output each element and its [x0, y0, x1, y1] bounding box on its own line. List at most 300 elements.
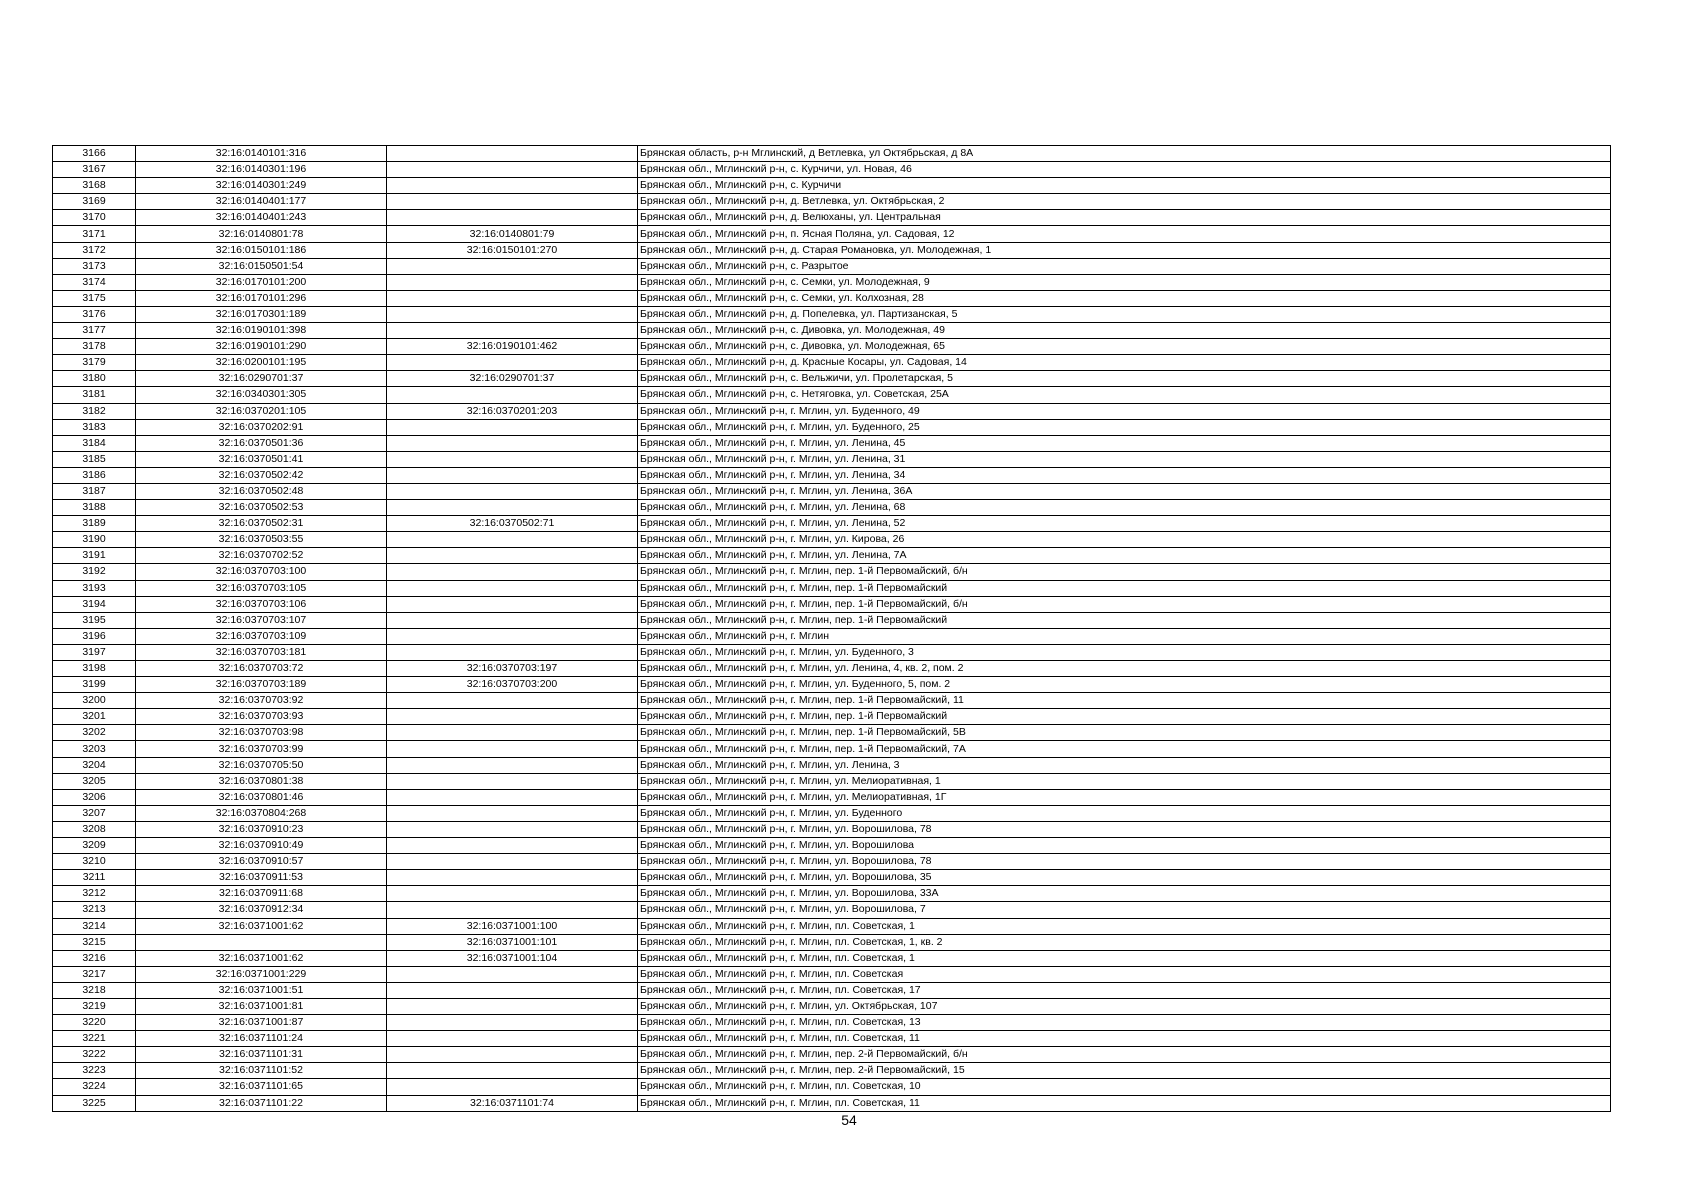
cadastral-number-cell: 32:16:0370703:109	[136, 628, 387, 644]
related-cadastral-number-cell	[387, 854, 638, 870]
row-number-cell: 3212	[53, 886, 136, 902]
cadastral-number-cell: 32:16:0140301:196	[136, 162, 387, 178]
row-number-cell: 3180	[53, 371, 136, 387]
address-cell: Брянская обл., Мглинский р-н, г. Мглин, ул. Буденного, 25	[638, 419, 1611, 435]
related-cadastral-number-cell: 32:16:0370502:71	[387, 516, 638, 532]
table-row	[53, 854, 1611, 870]
row-number-cell: 3216	[53, 950, 136, 966]
table-row	[53, 1031, 1611, 1047]
address-cell: Брянская обл., Мглинский р-н, г. Мглин, пер. 2-й Первомайский, 15	[638, 1063, 1611, 1079]
related-cadastral-number-cell	[387, 998, 638, 1014]
table-row	[53, 178, 1611, 194]
table-row	[53, 564, 1611, 580]
cadastral-number-cell: 32:16:0370502:42	[136, 467, 387, 483]
cadastral-number-cell: 32:16:0140401:177	[136, 194, 387, 210]
row-number-cell: 3202	[53, 725, 136, 741]
address-cell: Брянская обл., Мглинский р-н, г. Мглин, ул. Ленина, 7А	[638, 548, 1611, 564]
row-number-cell: 3224	[53, 1079, 136, 1095]
row-number-cell: 3197	[53, 644, 136, 660]
table-row	[53, 1047, 1611, 1063]
cadastral-number-cell: 32:16:0370703:98	[136, 725, 387, 741]
related-cadastral-number-cell	[387, 419, 638, 435]
related-cadastral-number-cell	[387, 355, 638, 371]
table-row	[53, 741, 1611, 757]
table-row	[53, 323, 1611, 339]
address-cell: Брянская обл., Мглинский р-н, д. Старая Романовка, ул. Молодежная, 1	[638, 242, 1611, 258]
cadastral-number-cell: 32:16:0371101:52	[136, 1063, 387, 1079]
table-row	[53, 870, 1611, 886]
row-number-cell: 3190	[53, 532, 136, 548]
cadastral-number-cell: 32:16:0371001:62	[136, 918, 387, 934]
row-number-cell: 3179	[53, 355, 136, 371]
address-cell: Брянская обл., Мглинский р-н, г. Мглин, ул. Ленина, 4, кв. 2, пом. 2	[638, 661, 1611, 677]
address-cell: Брянская обл., Мглинский р-н, г. Мглин, ул. Ленина, 52	[638, 516, 1611, 532]
related-cadastral-number-cell	[387, 693, 638, 709]
address-cell: Брянская обл., Мглинский р-н, г. Мглин, ул. Ленина, 36А	[638, 483, 1611, 499]
address-cell: Брянская обл., Мглинский р-н, г. Мглин, пер. 1-й Первомайский, 11	[638, 693, 1611, 709]
related-cadastral-number-cell	[387, 483, 638, 499]
cadastral-number-cell: 32:16:0140801:78	[136, 226, 387, 242]
registry-table	[52, 145, 1611, 1112]
cadastral-number-cell: 32:16:0370910:49	[136, 838, 387, 854]
related-cadastral-number-cell	[387, 435, 638, 451]
table-row	[53, 709, 1611, 725]
address-cell: Брянская обл., Мглинский р-н, г. Мглин, ул. Ленина, 68	[638, 500, 1611, 516]
table-row	[53, 950, 1611, 966]
related-cadastral-number-cell: 32:16:0370703:200	[387, 677, 638, 693]
row-number-cell: 3169	[53, 194, 136, 210]
table-row	[53, 467, 1611, 483]
table-row	[53, 451, 1611, 467]
address-cell: Брянская обл., Мглинский р-н, г. Мглин, ул. Буденного, 3	[638, 644, 1611, 660]
table-row	[53, 516, 1611, 532]
related-cadastral-number-cell	[387, 725, 638, 741]
address-cell: Брянская обл., Мглинский р-н, г. Мглин, ул. Ленина, 45	[638, 435, 1611, 451]
table-row	[53, 677, 1611, 693]
address-cell: Брянская обл., Мглинский р-н, г. Мглин, пер. 1-й Первомайский, б/н	[638, 564, 1611, 580]
address-cell: Брянская обл., Мглинский р-н, г. Мглин, пл. Советская, 1	[638, 950, 1611, 966]
address-cell: Брянская обл., Мглинский р-н, г. Мглин, пл. Советская, 11	[638, 1095, 1611, 1111]
address-cell: Брянская обл., Мглинский р-н, г. Мглин, пер. 1-й Первомайский	[638, 709, 1611, 725]
row-number-cell: 3172	[53, 242, 136, 258]
row-number-cell: 3223	[53, 1063, 136, 1079]
related-cadastral-number-cell	[387, 902, 638, 918]
address-cell: Брянская обл., Мглинский р-н, г. Мглин, ул. Ворошилова, 78	[638, 821, 1611, 837]
related-cadastral-number-cell	[387, 1063, 638, 1079]
table-row	[53, 1079, 1611, 1095]
address-cell: Брянская обл., Мглинский р-н, г. Мглин, ул. Ворошилова, 33А	[638, 886, 1611, 902]
related-cadastral-number-cell	[387, 628, 638, 644]
cadastral-number-cell: 32:16:0370703:93	[136, 709, 387, 725]
table-row	[53, 886, 1611, 902]
row-number-cell: 3167	[53, 162, 136, 178]
table-row	[53, 966, 1611, 982]
cadastral-number-cell: 32:16:0370801:38	[136, 773, 387, 789]
cadastral-number-cell: 32:16:0370703:100	[136, 564, 387, 580]
table-row	[53, 1063, 1611, 1079]
cadastral-number-cell: 32:16:0371001:87	[136, 1015, 387, 1031]
cadastral-number-cell: 32:16:0370703:72	[136, 661, 387, 677]
related-cadastral-number-cell	[387, 323, 638, 339]
row-number-cell: 3208	[53, 821, 136, 837]
related-cadastral-number-cell: 32:16:0150101:270	[387, 242, 638, 258]
address-cell: Брянская обл., Мглинский р-н, с. Вельжичи, ул. Пролетарская, 5	[638, 371, 1611, 387]
address-cell: Брянская обл., Мглинский р-н, г. Мглин, ул. Буденного, 5, пом. 2	[638, 677, 1611, 693]
cadastral-number-cell: 32:16:0190101:398	[136, 323, 387, 339]
cadastral-number-cell: 32:16:0140301:249	[136, 178, 387, 194]
address-cell: Брянская обл., Мглинский р-н, с. Семки, ул. Колхозная, 28	[638, 290, 1611, 306]
row-number-cell: 3194	[53, 596, 136, 612]
row-number-cell: 3205	[53, 773, 136, 789]
cadastral-number-cell: 32:16:0170101:200	[136, 274, 387, 290]
address-cell: Брянская область, р-н Мглинский, д Ветлевка, ул Октябрьская, д 8А	[638, 146, 1611, 162]
table-row	[53, 757, 1611, 773]
address-cell: Брянская обл., Мглинский р-н, г. Мглин	[638, 628, 1611, 644]
row-number-cell: 3206	[53, 789, 136, 805]
address-cell: Брянская обл., Мглинский р-н, с. Курчичи	[638, 178, 1611, 194]
row-number-cell: 3211	[53, 870, 136, 886]
related-cadastral-number-cell	[387, 741, 638, 757]
table-row	[53, 838, 1611, 854]
related-cadastral-number-cell	[387, 612, 638, 628]
table-row	[53, 194, 1611, 210]
related-cadastral-number-cell	[387, 451, 638, 467]
row-number-cell: 3196	[53, 628, 136, 644]
address-cell: Брянская обл., Мглинский р-н, г. Мглин, ул. Ленина, 34	[638, 467, 1611, 483]
row-number-cell: 3225	[53, 1095, 136, 1111]
table-row	[53, 339, 1611, 355]
address-cell: Брянская обл., Мглинский р-н, г. Мглин, ул. Ворошилова	[638, 838, 1611, 854]
related-cadastral-number-cell	[387, 870, 638, 886]
row-number-cell: 3218	[53, 982, 136, 998]
row-number-cell: 3175	[53, 290, 136, 306]
row-number-cell: 3195	[53, 612, 136, 628]
related-cadastral-number-cell: 32:16:0371101:74	[387, 1095, 638, 1111]
address-cell: Брянская обл., Мглинский р-н, с. Дивовка, ул. Молодежная, 49	[638, 323, 1611, 339]
table-row	[53, 628, 1611, 644]
cadastral-number-cell: 32:16:0370703:99	[136, 741, 387, 757]
related-cadastral-number-cell	[387, 1031, 638, 1047]
row-number-cell: 3185	[53, 451, 136, 467]
related-cadastral-number-cell: 32:16:0140801:79	[387, 226, 638, 242]
related-cadastral-number-cell	[387, 274, 638, 290]
table-row	[53, 419, 1611, 435]
address-cell: Брянская обл., Мглинский р-н, г. Мглин, ул. Ворошилова, 7	[638, 902, 1611, 918]
cadastral-number-cell: 32:16:0370501:41	[136, 451, 387, 467]
related-cadastral-number-cell	[387, 564, 638, 580]
table-row	[53, 210, 1611, 226]
cadastral-number-cell: 32:16:0370703:107	[136, 612, 387, 628]
cadastral-number-cell: 32:16:0370804:268	[136, 805, 387, 821]
table-row	[53, 1015, 1611, 1031]
related-cadastral-number-cell	[387, 306, 638, 322]
address-cell: Брянская обл., Мглинский р-н, г. Мглин, ул. Ленина, 31	[638, 451, 1611, 467]
related-cadastral-number-cell	[387, 548, 638, 564]
address-cell: Брянская обл., Мглинский р-н, г. Мглин, пер. 2-й Первомайский, б/н	[638, 1047, 1611, 1063]
address-cell: Брянская обл., Мглинский р-н, г. Мглин, ул. Мелиоративная, 1	[638, 773, 1611, 789]
table-row	[53, 982, 1611, 998]
row-number-cell: 3215	[53, 934, 136, 950]
row-number-cell: 3201	[53, 709, 136, 725]
related-cadastral-number-cell	[387, 580, 638, 596]
related-cadastral-number-cell	[387, 290, 638, 306]
address-cell: Брянская обл., Мглинский р-н, г. Мглин, ул. Октябрьская, 107	[638, 998, 1611, 1014]
related-cadastral-number-cell: 32:16:0370201:203	[387, 403, 638, 419]
related-cadastral-number-cell	[387, 596, 638, 612]
related-cadastral-number-cell	[387, 773, 638, 789]
address-cell: Брянская обл., Мглинский р-н, г. Мглин, пер. 1-й Первомайский, 5В	[638, 725, 1611, 741]
cadastral-number-cell: 32:16:0370911:68	[136, 886, 387, 902]
cadastral-number-cell: 32:16:0370502:31	[136, 516, 387, 532]
address-cell: Брянская обл., Мглинский р-н, с. Семки, ул. Молодежная, 9	[638, 274, 1611, 290]
related-cadastral-number-cell	[387, 805, 638, 821]
table-row	[53, 789, 1611, 805]
cadastral-number-cell: 32:16:0370702:52	[136, 548, 387, 564]
cadastral-number-cell: 32:16:0170301:189	[136, 306, 387, 322]
row-number-cell: 3174	[53, 274, 136, 290]
table-row	[53, 532, 1611, 548]
address-cell: Брянская обл., Мглинский р-н, с. Дивовка, ул. Молодежная, 65	[638, 339, 1611, 355]
cadastral-number-cell: 32:16:0371001:81	[136, 998, 387, 1014]
cadastral-number-cell: 32:16:0370912:34	[136, 902, 387, 918]
cadastral-number-cell: 32:16:0190101:290	[136, 339, 387, 355]
row-number-cell: 3173	[53, 258, 136, 274]
cadastral-number-cell: 32:16:0371101:65	[136, 1079, 387, 1095]
row-number-cell: 3186	[53, 467, 136, 483]
row-number-cell: 3168	[53, 178, 136, 194]
row-number-cell: 3192	[53, 564, 136, 580]
table-row	[53, 998, 1611, 1014]
row-number-cell: 3204	[53, 757, 136, 773]
related-cadastral-number-cell	[387, 982, 638, 998]
cadastral-number-cell: 32:16:0370703:189	[136, 677, 387, 693]
table-row	[53, 306, 1611, 322]
address-cell: Брянская обл., Мглинский р-н, г. Мглин, пл. Советская, 13	[638, 1015, 1611, 1031]
row-number-cell: 3220	[53, 1015, 136, 1031]
address-cell: Брянская обл., Мглинский р-н, д. Попелевка, ул. Партизанская, 5	[638, 306, 1611, 322]
cadastral-number-cell: 32:16:0140401:243	[136, 210, 387, 226]
address-cell: Брянская обл., Мглинский р-н, г. Мглин, пл. Советская, 17	[638, 982, 1611, 998]
cadastral-number-cell: 32:16:0370703:106	[136, 596, 387, 612]
row-number-cell: 3171	[53, 226, 136, 242]
cadastral-number-cell: 32:16:0370202:91	[136, 419, 387, 435]
cadastral-number-cell: 32:16:0370703:105	[136, 580, 387, 596]
table-row	[53, 403, 1611, 419]
cadastral-number-cell: 32:16:0371001:229	[136, 966, 387, 982]
address-cell: Брянская обл., Мглинский р-н, г. Мглин, ул. Ворошилова, 78	[638, 854, 1611, 870]
address-cell: Брянская обл., Мглинский р-н, д. Велюханы, ул. Центральная	[638, 210, 1611, 226]
row-number-cell: 3198	[53, 661, 136, 677]
row-number-cell: 3207	[53, 805, 136, 821]
related-cadastral-number-cell	[387, 532, 638, 548]
address-cell: Брянская обл., Мглинский р-н, г. Мглин, пер. 1-й Первомайский, 7А	[638, 741, 1611, 757]
related-cadastral-number-cell: 32:16:0190101:462	[387, 339, 638, 355]
address-cell: Брянская обл., Мглинский р-н, г. Мглин, пл. Советская, 10	[638, 1079, 1611, 1095]
related-cadastral-number-cell: 32:16:0370703:197	[387, 661, 638, 677]
cadastral-number-cell: 32:16:0370703:181	[136, 644, 387, 660]
cadastral-number-cell: 32:16:0370502:53	[136, 500, 387, 516]
row-number-cell: 3166	[53, 146, 136, 162]
table-row	[53, 805, 1611, 821]
address-cell: Брянская обл., Мглинский р-н, г. Мглин, пер. 1-й Первомайский, б/н	[638, 596, 1611, 612]
address-cell: Брянская обл., Мглинский р-н, г. Мглин, ул. Ленина, 3	[638, 757, 1611, 773]
related-cadastral-number-cell	[387, 500, 638, 516]
related-cadastral-number-cell	[387, 838, 638, 854]
row-number-cell: 3217	[53, 966, 136, 982]
cadastral-number-cell: 32:16:0370705:50	[136, 757, 387, 773]
cadastral-number-cell: 32:16:0150501:54	[136, 258, 387, 274]
related-cadastral-number-cell: 32:16:0371001:100	[387, 918, 638, 934]
row-number-cell: 3181	[53, 387, 136, 403]
table-row	[53, 693, 1611, 709]
table-row	[53, 918, 1611, 934]
row-number-cell: 3184	[53, 435, 136, 451]
related-cadastral-number-cell: 32:16:0371001:104	[387, 950, 638, 966]
cadastral-number-cell: 32:16:0370502:48	[136, 483, 387, 499]
table-row	[53, 483, 1611, 499]
address-cell: Брянская обл., Мглинский р-н, г. Мглин, пер. 1-й Первомайский	[638, 580, 1611, 596]
row-number-cell: 3176	[53, 306, 136, 322]
table-row	[53, 821, 1611, 837]
table-row	[53, 548, 1611, 564]
table-row	[53, 242, 1611, 258]
related-cadastral-number-cell	[387, 1047, 638, 1063]
row-number-cell: 3213	[53, 902, 136, 918]
related-cadastral-number-cell	[387, 1079, 638, 1095]
address-cell: Брянская обл., Мглинский р-н, с. Нетяговка, ул. Советская, 25А	[638, 387, 1611, 403]
registry-table-body	[53, 146, 1611, 1112]
row-number-cell: 3200	[53, 693, 136, 709]
address-cell: Брянская обл., Мглинский р-н, г. Мглин, пер. 1-й Первомайский	[638, 612, 1611, 628]
address-cell: Брянская обл., Мглинский р-н, г. Мглин, пл. Советская, 1	[638, 918, 1611, 934]
related-cadastral-number-cell	[387, 146, 638, 162]
cadastral-number-cell: 32:16:0370911:53	[136, 870, 387, 886]
cadastral-number-cell: 32:16:0370503:55	[136, 532, 387, 548]
related-cadastral-number-cell	[387, 210, 638, 226]
related-cadastral-number-cell	[387, 194, 638, 210]
table-row	[53, 146, 1611, 162]
cadastral-number-cell: 32:16:0370910:23	[136, 821, 387, 837]
row-number-cell: 3188	[53, 500, 136, 516]
table-row	[53, 274, 1611, 290]
table-row	[53, 1095, 1611, 1111]
related-cadastral-number-cell	[387, 387, 638, 403]
row-number-cell: 3203	[53, 741, 136, 757]
table-row	[53, 371, 1611, 387]
address-cell: Брянская обл., Мглинский р-н, г. Мглин, ул. Ворошилова, 35	[638, 870, 1611, 886]
related-cadastral-number-cell	[387, 821, 638, 837]
related-cadastral-number-cell	[387, 178, 638, 194]
address-cell: Брянская обл., Мглинский р-н, г. Мглин, пл. Советская, 11	[638, 1031, 1611, 1047]
related-cadastral-number-cell	[387, 467, 638, 483]
related-cadastral-number-cell	[387, 966, 638, 982]
cadastral-number-cell: 32:16:0200101:195	[136, 355, 387, 371]
address-cell: Брянская обл., Мглинский р-н, г. Мглин, ул. Мелиоративная, 1Г	[638, 789, 1611, 805]
row-number-cell: 3170	[53, 210, 136, 226]
table-row	[53, 258, 1611, 274]
table-row	[53, 162, 1611, 178]
cadastral-number-cell: 32:16:0370910:57	[136, 854, 387, 870]
table-row	[53, 725, 1611, 741]
table-row	[53, 934, 1611, 950]
address-cell: Брянская обл., Мглинский р-н, с. Разрытое	[638, 258, 1611, 274]
related-cadastral-number-cell	[387, 258, 638, 274]
related-cadastral-number-cell	[387, 709, 638, 725]
table-row	[53, 644, 1611, 660]
cadastral-number-cell: 32:16:0150101:186	[136, 242, 387, 258]
cadastral-number-cell: 32:16:0340301:305	[136, 387, 387, 403]
row-number-cell: 3182	[53, 403, 136, 419]
row-number-cell: 3183	[53, 419, 136, 435]
related-cadastral-number-cell	[387, 1015, 638, 1031]
cadastral-number-cell: 32:16:0370201:105	[136, 403, 387, 419]
table-row	[53, 580, 1611, 596]
address-cell: Брянская обл., Мглинский р-н, д. Красные Косары, ул. Садовая, 14	[638, 355, 1611, 371]
row-number-cell: 3221	[53, 1031, 136, 1047]
table-row	[53, 500, 1611, 516]
table-row	[53, 387, 1611, 403]
table-row	[53, 773, 1611, 789]
table-row	[53, 435, 1611, 451]
table-row	[53, 290, 1611, 306]
related-cadastral-number-cell: 32:16:0371001:101	[387, 934, 638, 950]
cadastral-number-cell: 32:16:0371001:51	[136, 982, 387, 998]
address-cell: Брянская обл., Мглинский р-н, г. Мглин, ул. Буденного, 49	[638, 403, 1611, 419]
row-number-cell: 3189	[53, 516, 136, 532]
row-number-cell: 3193	[53, 580, 136, 596]
row-number-cell: 3191	[53, 548, 136, 564]
address-cell: Брянская обл., Мглинский р-н, г. Мглин, ул. Буденного	[638, 805, 1611, 821]
related-cadastral-number-cell	[387, 757, 638, 773]
table-row	[53, 612, 1611, 628]
related-cadastral-number-cell	[387, 789, 638, 805]
row-number-cell: 3219	[53, 998, 136, 1014]
table-row	[53, 226, 1611, 242]
cadastral-number-cell	[136, 934, 387, 950]
address-cell: Брянская обл., Мглинский р-н, с. Курчичи, ул. Новая, 46	[638, 162, 1611, 178]
row-number-cell: 3209	[53, 838, 136, 854]
table-row	[53, 661, 1611, 677]
related-cadastral-number-cell: 32:16:0290701:37	[387, 371, 638, 387]
address-cell: Брянская обл., Мглинский р-н, г. Мглин, пл. Советская, 1, кв. 2	[638, 934, 1611, 950]
row-number-cell: 3187	[53, 483, 136, 499]
address-cell: Брянская обл., Мглинский р-н, п. Ясная Поляна, ул. Садовая, 12	[638, 226, 1611, 242]
related-cadastral-number-cell	[387, 162, 638, 178]
row-number-cell: 3177	[53, 323, 136, 339]
cadastral-number-cell: 32:16:0140101:316	[136, 146, 387, 162]
cadastral-number-cell: 32:16:0371101:22	[136, 1095, 387, 1111]
row-number-cell: 3199	[53, 677, 136, 693]
related-cadastral-number-cell	[387, 886, 638, 902]
page-number: 54	[841, 1112, 857, 1128]
cadastral-number-cell: 32:16:0370703:92	[136, 693, 387, 709]
row-number-cell: 3214	[53, 918, 136, 934]
row-number-cell: 3210	[53, 854, 136, 870]
cadastral-number-cell: 32:16:0371001:62	[136, 950, 387, 966]
cadastral-number-cell: 32:16:0371101:31	[136, 1047, 387, 1063]
cadastral-number-cell: 32:16:0170101:296	[136, 290, 387, 306]
table-row	[53, 355, 1611, 371]
cadastral-number-cell: 32:16:0370501:36	[136, 435, 387, 451]
cadastral-number-cell: 32:16:0371101:24	[136, 1031, 387, 1047]
cadastral-number-cell: 32:16:0370801:46	[136, 789, 387, 805]
cadastral-number-cell: 32:16:0290701:37	[136, 371, 387, 387]
row-number-cell: 3222	[53, 1047, 136, 1063]
address-cell: Брянская обл., Мглинский р-н, г. Мглин, пл. Советская	[638, 966, 1611, 982]
table-row	[53, 902, 1611, 918]
address-cell: Брянская обл., Мглинский р-н, г. Мглин, ул. Кирова, 26	[638, 532, 1611, 548]
table-row	[53, 596, 1611, 612]
